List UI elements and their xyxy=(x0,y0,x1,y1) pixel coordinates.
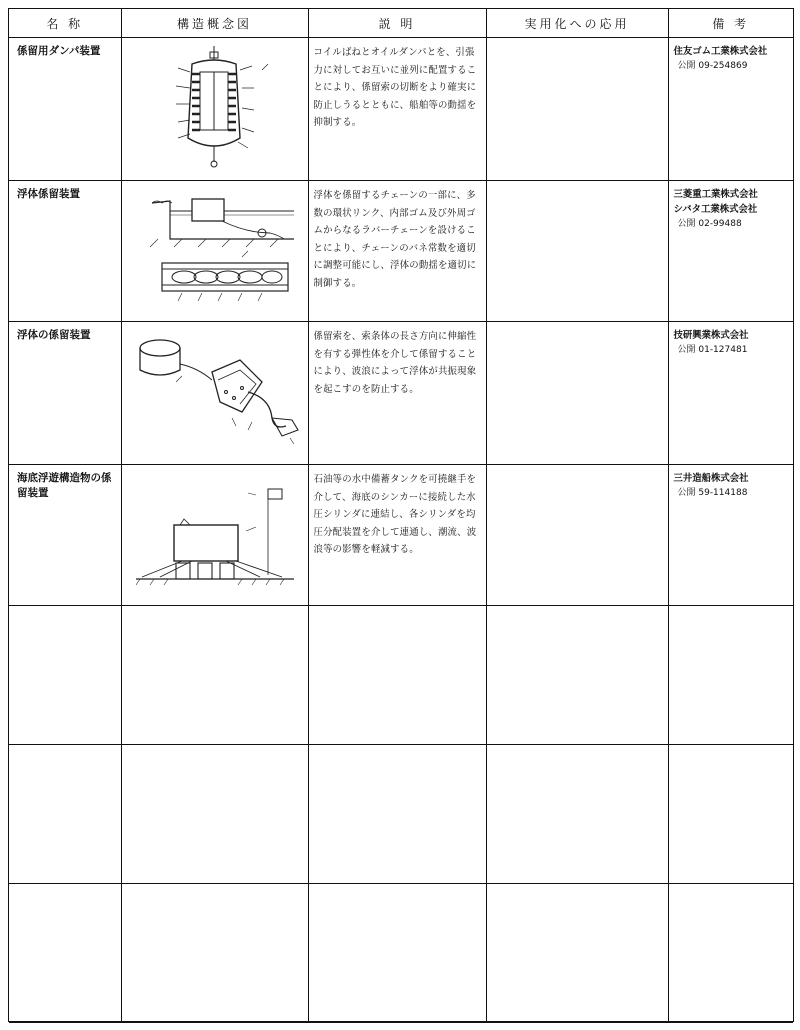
application-cell xyxy=(486,181,668,322)
table-row xyxy=(9,181,793,322)
patent-table-sheet xyxy=(8,8,794,1022)
elastic-mooring-diagram xyxy=(122,322,309,458)
company-name: 三井造船株式会社 xyxy=(673,473,749,484)
device-name: 浮体係留装置 xyxy=(9,181,121,322)
empty-cell xyxy=(486,606,668,745)
floating-mooring-diagram xyxy=(122,181,309,315)
device-name: 係留用ダンパ装置 xyxy=(9,38,121,181)
patent-table xyxy=(9,9,793,1023)
company-name: 三菱重工業株式会社 xyxy=(673,189,758,200)
publication-number: 公開 02-99488 xyxy=(677,219,742,229)
device-name: 浮体の係留装置 xyxy=(9,322,121,465)
device-description: コイルばねとオイルダンパとを、引張力に対してお互いに並列に配置することにより、係留索の切断をより確実に防止しうるとともに、船舶等の動揺を抑制する。 xyxy=(308,38,486,181)
table-row xyxy=(9,322,793,465)
empty-cell xyxy=(121,884,308,1023)
empty-cell xyxy=(9,884,121,1023)
damper-diagram xyxy=(122,38,309,174)
header-description: 説 明 xyxy=(308,9,486,38)
diagram-cell xyxy=(121,38,308,181)
empty-cell xyxy=(486,745,668,884)
application-cell xyxy=(486,465,668,606)
empty-cell xyxy=(668,606,793,745)
empty-cell xyxy=(9,606,121,745)
header-name: 名 称 xyxy=(9,9,121,38)
empty-row xyxy=(9,745,793,884)
application-cell xyxy=(486,322,668,465)
company-name: 住友ゴム工業株式会社 xyxy=(673,46,768,57)
remarks-cell xyxy=(668,322,793,465)
remarks-cell xyxy=(668,181,793,322)
empty-row xyxy=(9,606,793,745)
empty-cell xyxy=(668,884,793,1023)
empty-cell xyxy=(308,745,486,884)
table-row xyxy=(9,465,793,606)
empty-cell xyxy=(308,606,486,745)
seabed-tank-diagram xyxy=(122,465,309,599)
company-name-2: シバタ工業株式会社 xyxy=(673,204,758,215)
diagram-cell xyxy=(121,181,308,322)
empty-cell xyxy=(121,745,308,884)
publication-number: 公開 59-114188 xyxy=(677,488,748,498)
header-diagram: 構造概念図 xyxy=(121,9,308,38)
device-name: 海底浮遊構造物の係留装置 xyxy=(9,465,121,606)
empty-cell xyxy=(486,884,668,1023)
header-remarks: 備 考 xyxy=(668,9,793,38)
diagram-cell xyxy=(121,465,308,606)
application-cell xyxy=(486,38,668,181)
empty-cell xyxy=(121,606,308,745)
header-row xyxy=(9,9,793,38)
device-description: 浮体を係留するチェーンの一部に、多数の環状リンク、内部ゴム及び外周ゴムからなるラバーチェーンを設けることにより、チェーンのバネ常数を適切に調整可能にし、浮体の動揺を適切に制御する。 xyxy=(308,181,486,322)
device-description: 石油等の水中備蓄タンクを可撓継手を介して、海底のシンカーに接続した水圧シリンダに連結し、各シリンダを均圧分配装置を介して連通し、潮流、波浪等の影響を軽減する。 xyxy=(308,465,486,606)
diagram-cell xyxy=(121,322,308,465)
table-row xyxy=(9,38,793,181)
empty-cell xyxy=(9,745,121,884)
empty-cell xyxy=(668,745,793,884)
header-application: 実用化への応用 xyxy=(486,9,668,38)
remarks-cell xyxy=(668,38,793,181)
publication-number: 公開 09-254869 xyxy=(677,61,748,71)
remarks-cell xyxy=(668,465,793,606)
device-description: 係留索を、索条体の長さ方向に伸縮性を有する弾性体を介して係留することにより、波浪によって浮体が共振現象を起こすのを防止する。 xyxy=(308,322,486,465)
empty-row xyxy=(9,884,793,1023)
empty-cell xyxy=(308,884,486,1023)
company-name: 技研興業株式会社 xyxy=(673,330,749,341)
publication-number: 公開 01-127481 xyxy=(677,345,748,355)
